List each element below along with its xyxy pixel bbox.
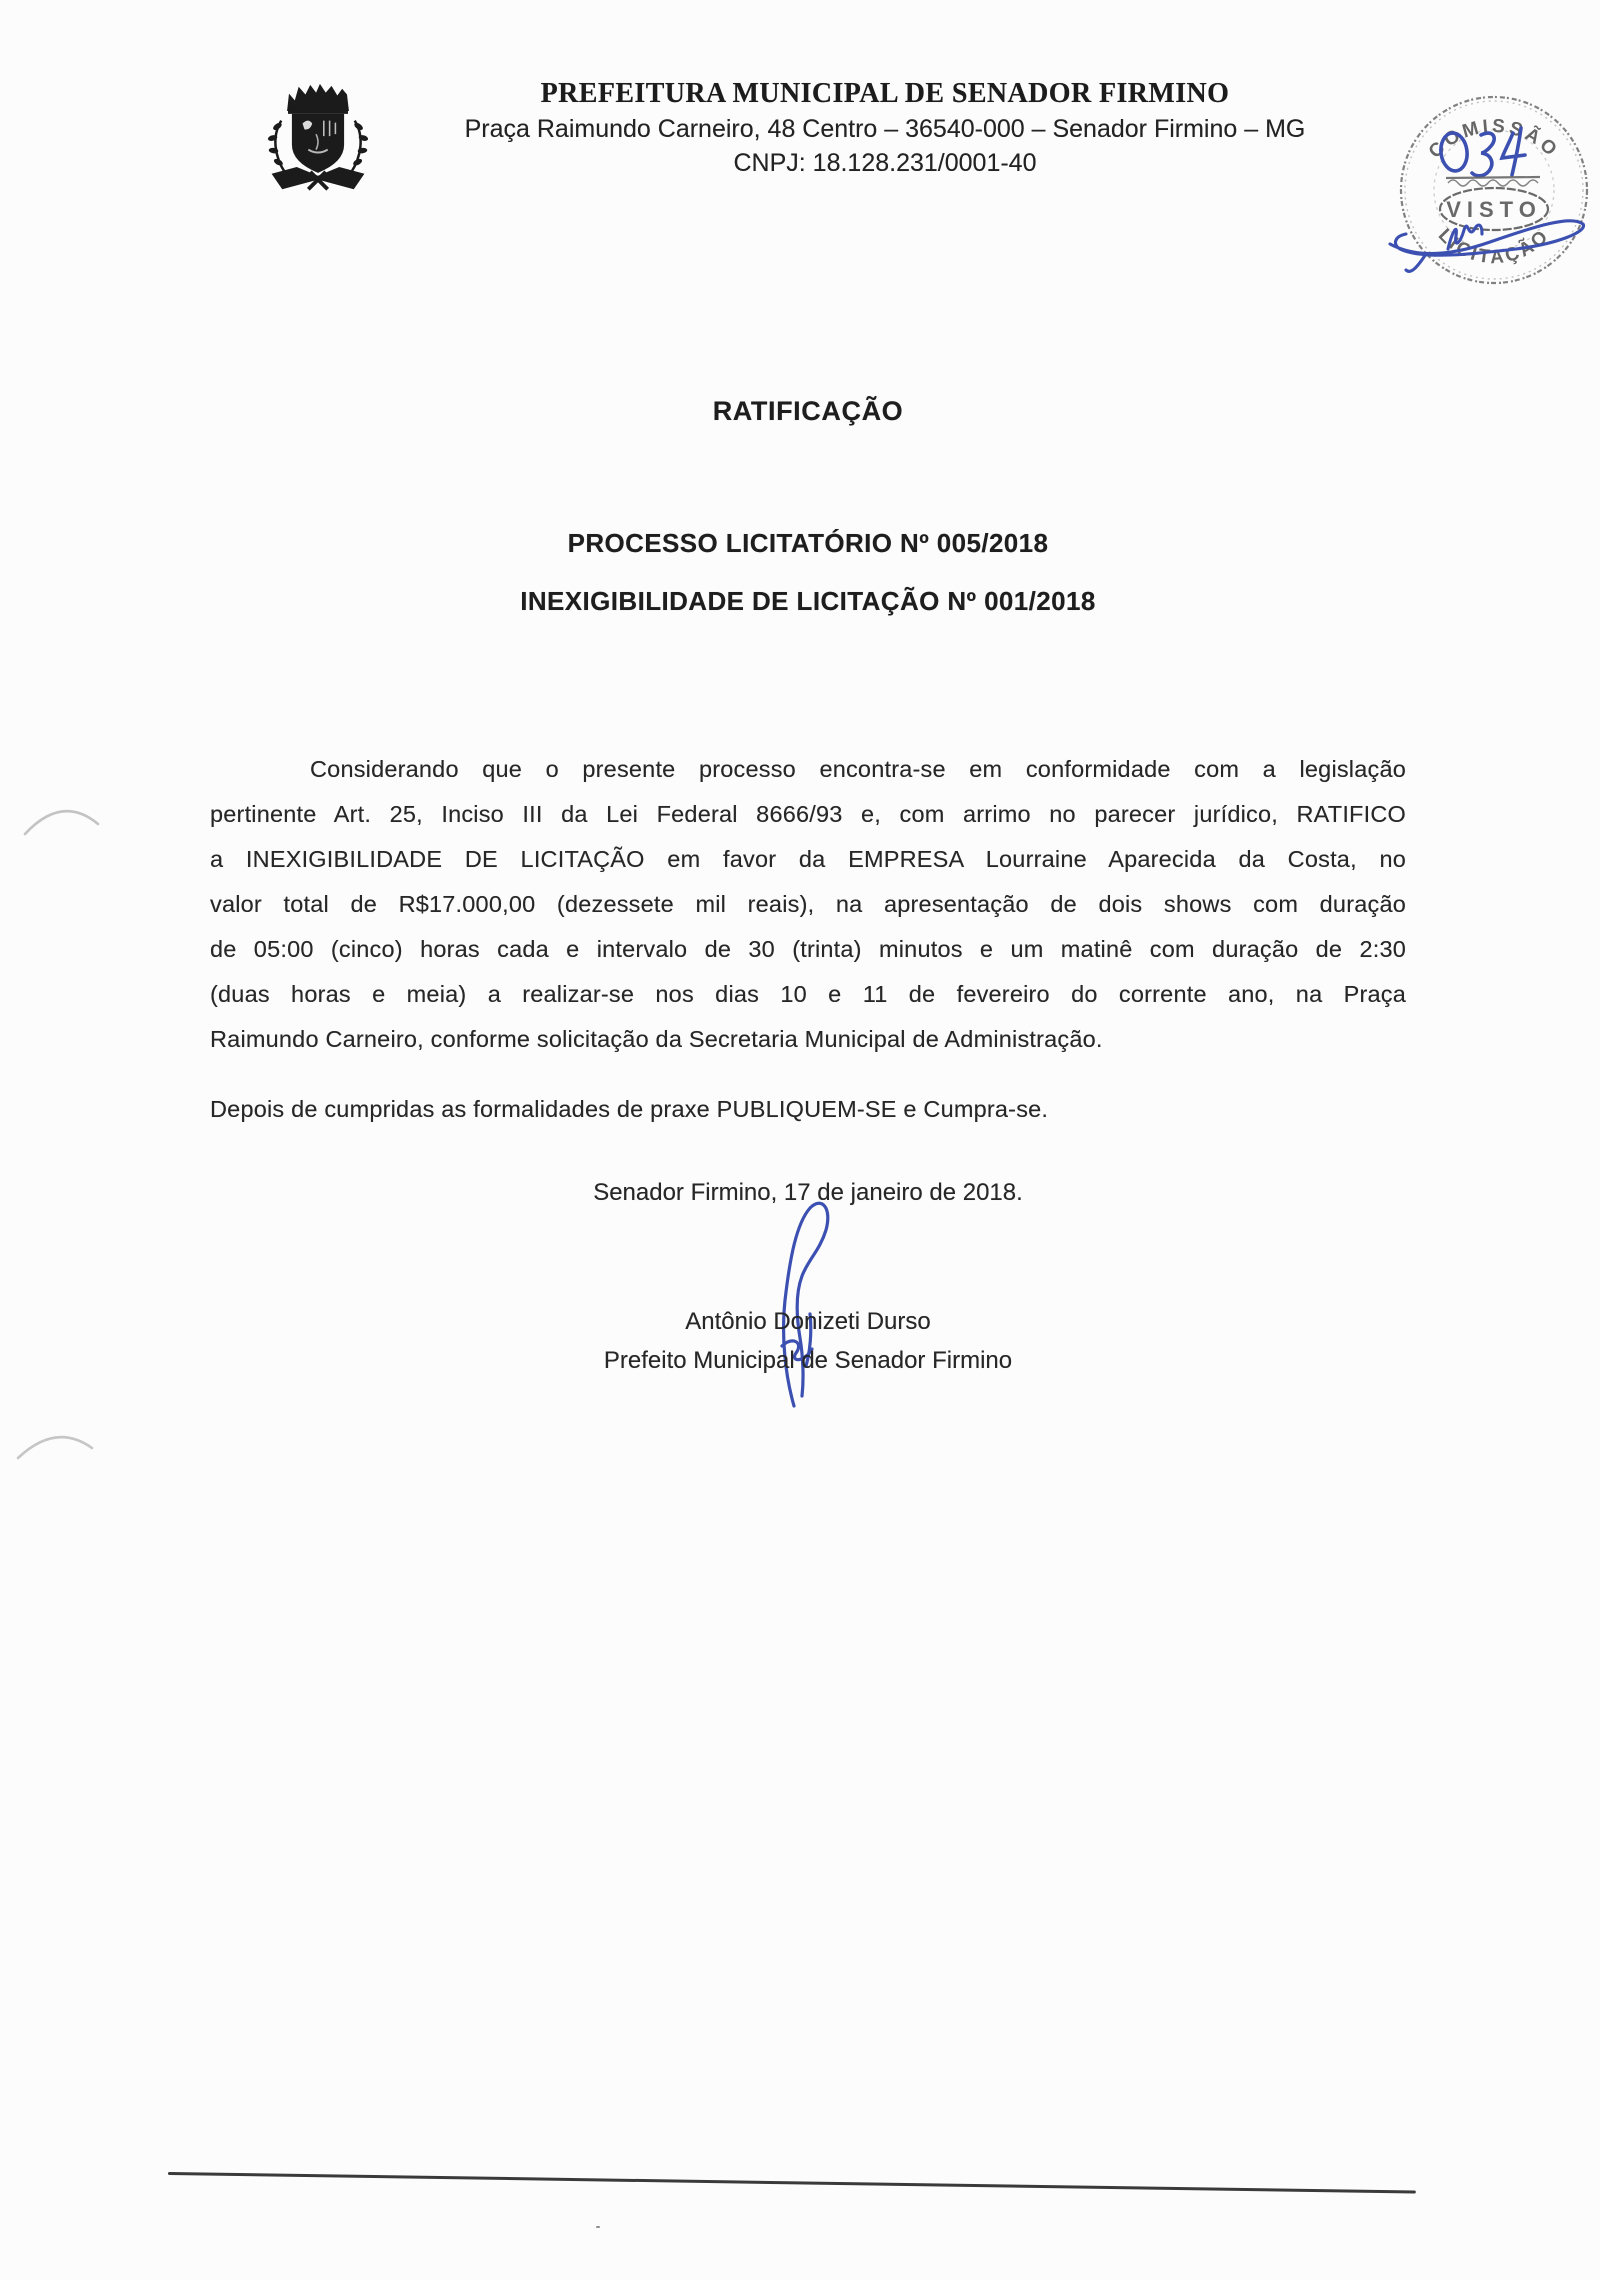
footer-divider-line bbox=[168, 2172, 1416, 2194]
org-name: PREFEITURA MUNICIPAL DE SENADOR FIRMINO bbox=[540, 78, 1230, 109]
stamp-divider-line bbox=[1446, 177, 1540, 178]
mayor-signature-scribble-icon bbox=[752, 1196, 852, 1411]
body-line: pertinente Art. 25, Inciso III da Lei Federal 8666/93 e, com arrimo no parecer jurídico, RATIFICO bbox=[210, 801, 1406, 827]
org-address: Praça Raimundo Carneiro, 48 Centro – 36540-000 – Senador Firmino – MG bbox=[464, 115, 1306, 143]
body-line: Raimundo Carneiro, conforme solicitação da Secretaria Municipal de Administração. bbox=[210, 1026, 1103, 1052]
pencil-arc-mark-icon bbox=[20, 792, 104, 840]
org-cnpj: CNPJ: 18.128.231/0001-40 bbox=[733, 149, 1037, 177]
date-place-line: Senador Firmino, 17 de janeiro de 2018. bbox=[593, 1179, 1023, 1206]
stamp-bottom-text: LICITAÇÃO bbox=[1433, 224, 1555, 269]
body-line: (duas horas e meia) a realizar-se nos dias 10 e 11 de fevereiro do corrente ano, na Praça bbox=[210, 981, 1406, 1007]
body-line: valor total de R$17.000,00 (dezessete mil reais), na apresentação de dois shows com duração bbox=[210, 891, 1406, 917]
pencil-arc-mark-icon bbox=[14, 1418, 98, 1466]
licitacao-round-stamp bbox=[1388, 86, 1600, 300]
body-line: a INEXIGIBILIDADE DE LICITAÇÃO em favor da EMPRESA Lourraine Aparecida da Costa, no bbox=[210, 846, 1406, 872]
document-title: RATIFICAÇÃO bbox=[712, 396, 904, 426]
stamp-center-text: VISTO bbox=[1446, 197, 1542, 222]
signer-title: Prefeito Municipal de Senador Firmino bbox=[603, 1347, 1013, 1374]
body-line: de 05:00 (cinco) horas cada e intervalo de 30 (trinta) minutos e um matinê com duração de 2:30 bbox=[210, 936, 1406, 962]
inexigibilidade-title: INEXIGIBILIDADE DE LICITAÇÃO Nº 001/2018 bbox=[520, 586, 1096, 616]
stamp-scallop-line-icon bbox=[1448, 180, 1538, 186]
body-paragraph-1 bbox=[210, 747, 1406, 1062]
body-paragraph-2: Depois de cumpridas as formalidades de praxe PUBLIQUEM-SE e Cumpra-se. bbox=[210, 1096, 1049, 1122]
signer-name: Antônio Donizeti Durso bbox=[685, 1308, 931, 1335]
body-line: Considerando que o presente processo encontra-se em conformidade com a legislação bbox=[310, 756, 1406, 782]
letterhead bbox=[330, 76, 1440, 180]
process-number-title: PROCESSO LICITATÓRIO Nº 005/2018 bbox=[567, 528, 1049, 558]
stamp-top-text: COMISSÃO bbox=[1424, 115, 1564, 163]
scan-speck bbox=[596, 2226, 600, 2228]
